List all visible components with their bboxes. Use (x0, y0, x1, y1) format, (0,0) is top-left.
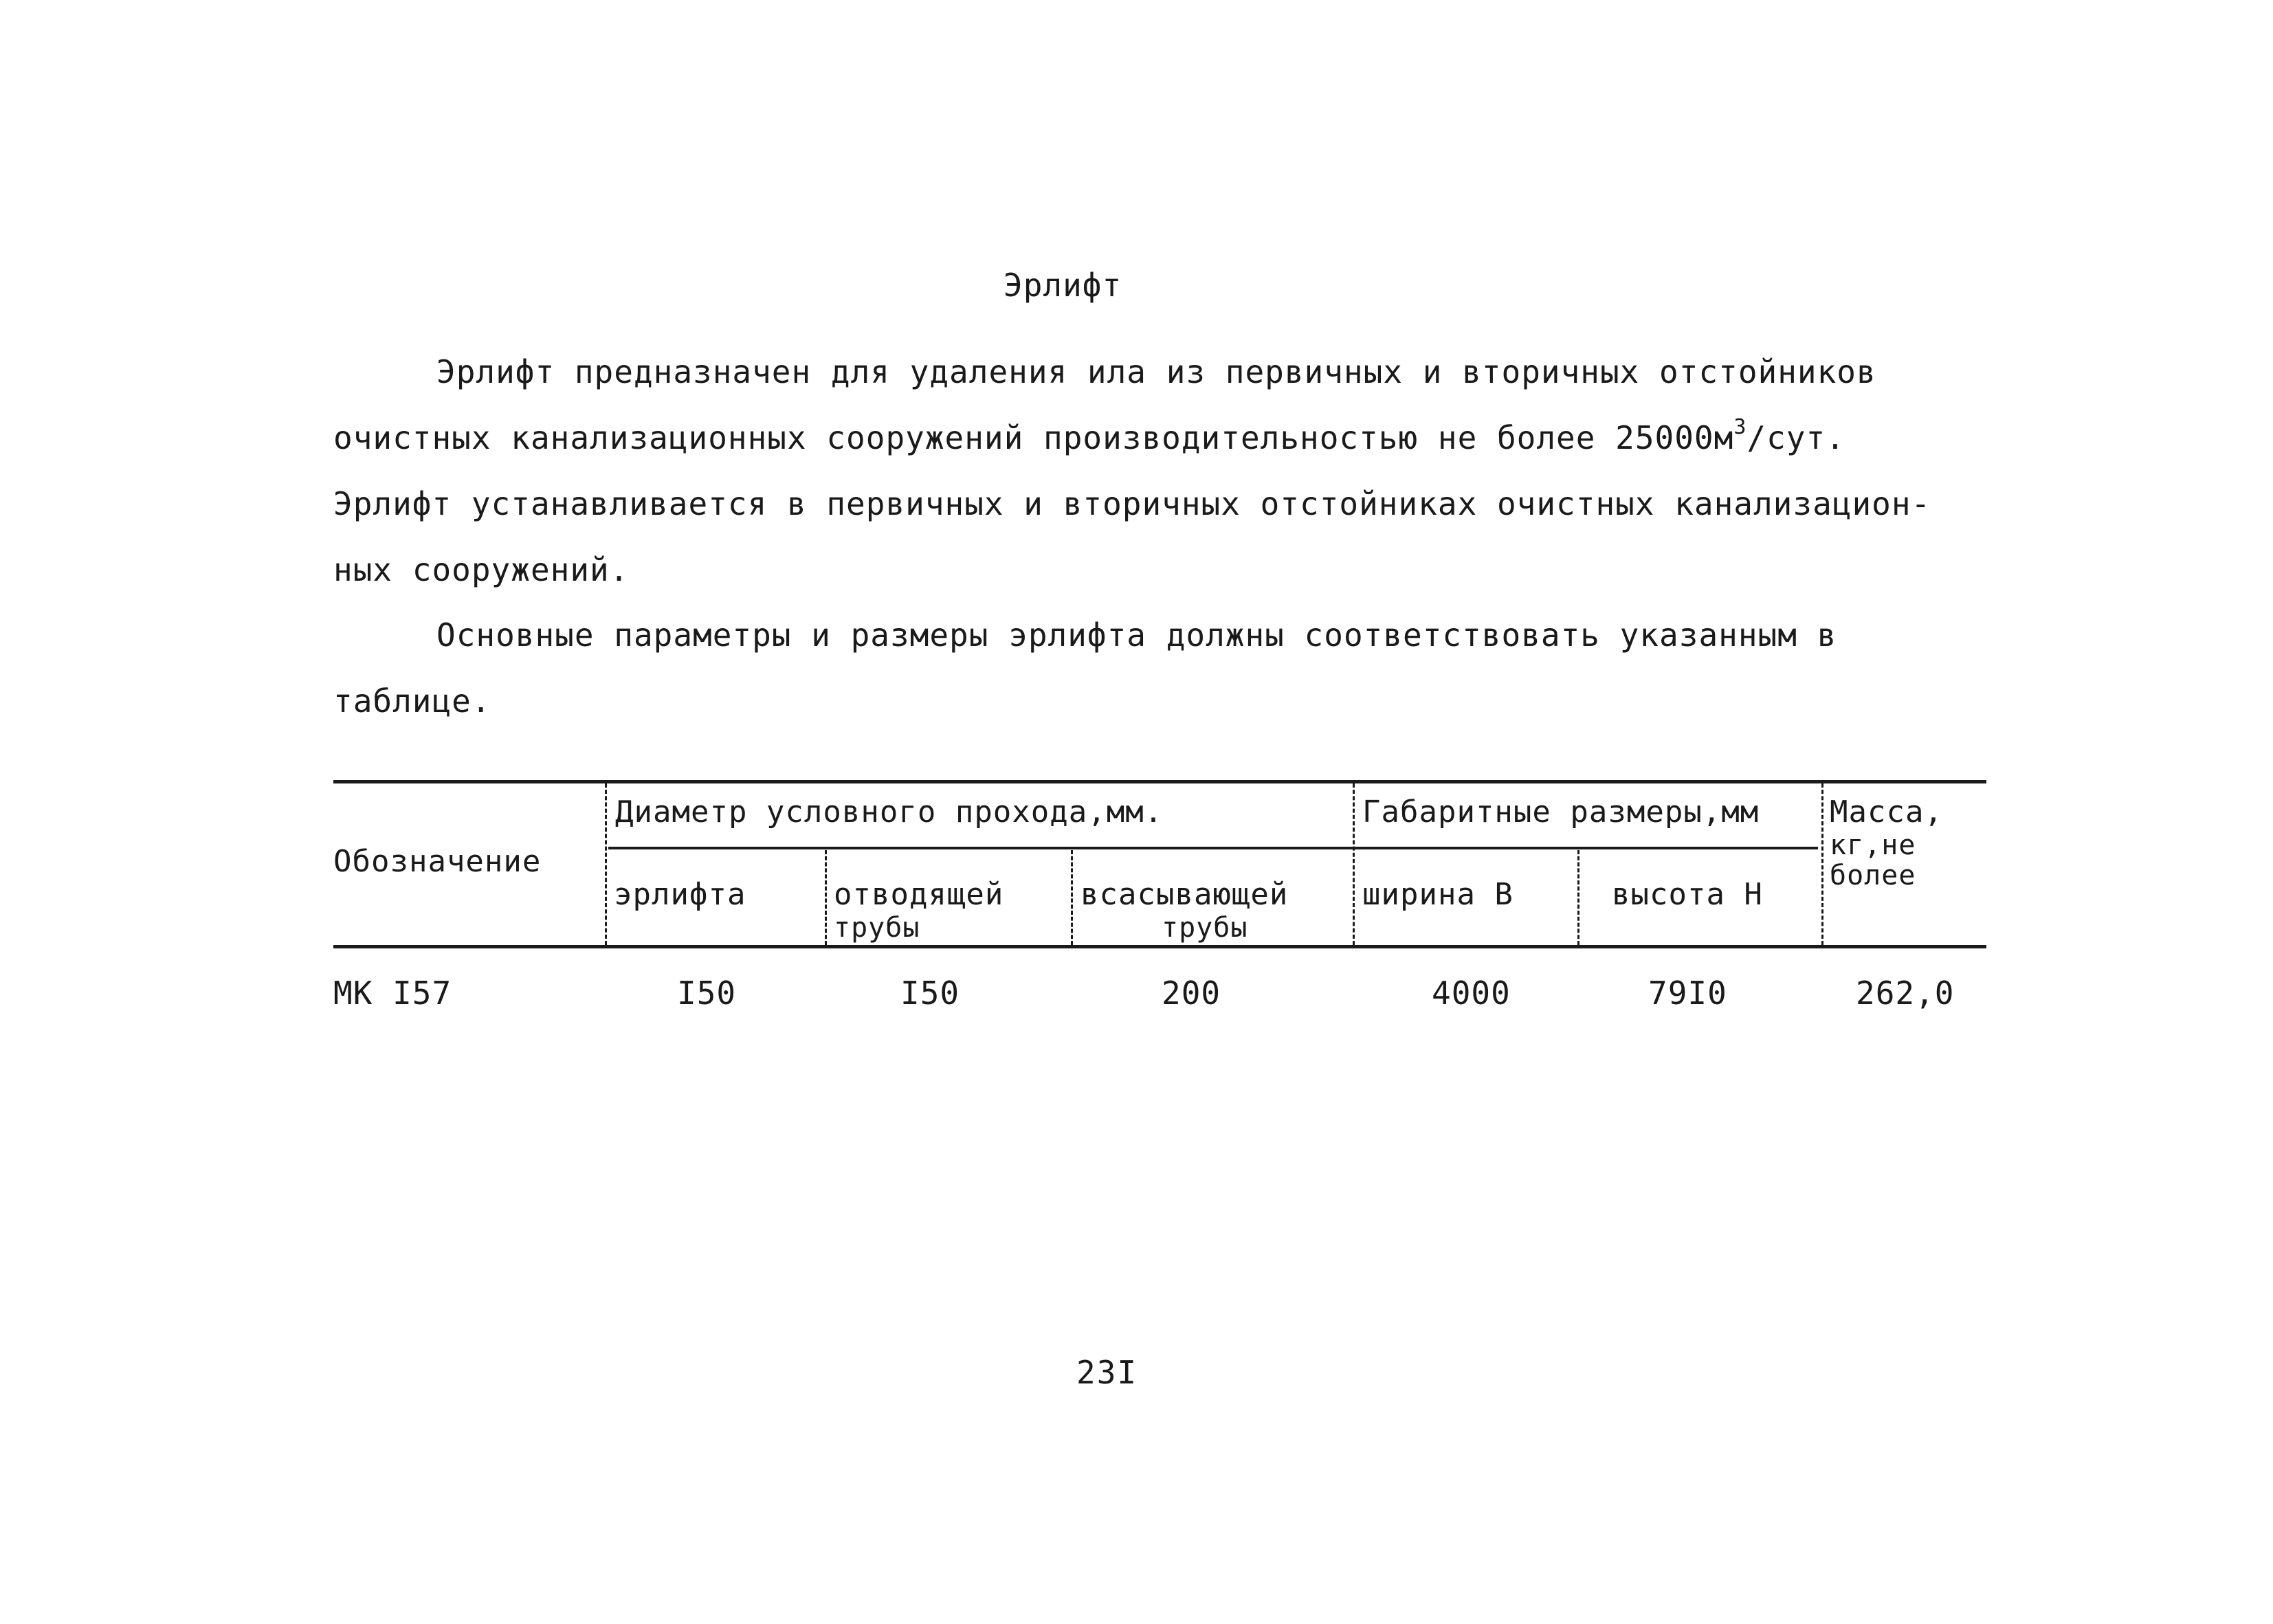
header-width: ширина В (1362, 877, 1514, 912)
column-separator (825, 850, 827, 945)
cell-suction: 200 (1162, 975, 1221, 1012)
unit-tail: /сут. (1747, 419, 1845, 456)
header-suction-line2: трубы (1162, 912, 1248, 944)
paragraph-line: Основные параметры и размеры эрлифта должны соответствовать указанным в (436, 616, 1837, 654)
header-outlet-line2: трубы (834, 912, 920, 944)
header-suction-line1: всасывающей (1080, 877, 1289, 912)
table-header-divider (608, 847, 1818, 849)
column-separator (1353, 783, 1355, 945)
header-mass-line3: более (1830, 860, 1916, 891)
paragraph-line: таблице. (333, 682, 491, 720)
table-top-rule (333, 780, 1986, 783)
cell-airlift: I50 (677, 975, 737, 1012)
cell-outlet: I50 (900, 975, 960, 1012)
paragraph-line: Эрлифт предназначен для удаления ила из первичных и вторичных отстойников (436, 353, 1876, 390)
column-separator (1577, 850, 1579, 945)
header-airlift: эрлифта (614, 877, 746, 912)
header-mass-line1: Масса, (1830, 794, 1943, 830)
cell-width: 4000 (1432, 975, 1511, 1012)
unit-superscript: 3 (1733, 415, 1747, 439)
page-number: 23I (1076, 1354, 1138, 1391)
column-separator (1071, 850, 1073, 945)
paragraph-line-text: очистных канализационных сооружений производительностью не более 25000м (333, 419, 1734, 456)
column-separator (605, 783, 607, 945)
header-outlet-line1: отводящей (834, 877, 1004, 912)
cell-mass: 262,0 (1856, 975, 1955, 1012)
paragraph-parameters (333, 602, 1983, 734)
paragraph-line: ных сооружений. (333, 551, 630, 588)
header-dimensions-group: Габаритные размеры,мм (1362, 794, 1760, 830)
header-height: высота Н (1612, 877, 1763, 912)
cell-height: 79I0 (1648, 975, 1727, 1012)
header-designation: Обозначение (333, 844, 542, 879)
table-header-bottom-rule (333, 945, 1986, 948)
paragraph-purpose (333, 339, 1983, 603)
document-title: Эрлифт (1004, 267, 1122, 304)
paragraph-line: Эрлифт устанавливается в первичных и вторичных отстойниках очистных канализацион- (333, 485, 1931, 522)
column-separator (1821, 783, 1823, 945)
paragraph-line (333, 405, 1983, 471)
cell-designation: МК I57 (333, 975, 452, 1012)
header-mass-line2: кг,не (1830, 830, 1916, 861)
header-diameter-group: Диаметр условного прохода,мм. (615, 794, 1164, 830)
